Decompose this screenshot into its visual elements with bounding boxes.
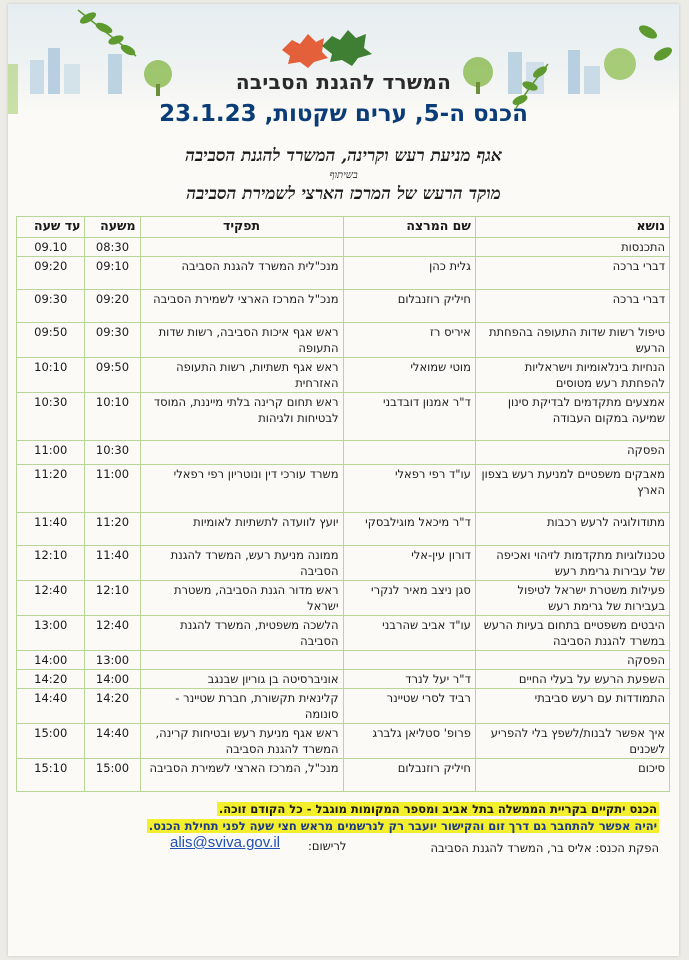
header-background: [8, 4, 679, 114]
table-row: [17, 290, 670, 323]
cell-from: 09:30: [85, 323, 140, 358]
table-row: [17, 546, 670, 581]
cell-speaker: רביד לסרי שטיינר: [343, 689, 475, 724]
cell-speaker: דורון עין-אלי: [343, 546, 475, 581]
cell-to: 11:20: [17, 465, 85, 513]
cell-role: אוניברסיטה בן גוריון שבנגב: [140, 670, 343, 689]
cell-role: ראש אגף תשתיות, רשות התעופה האזרחית: [140, 358, 343, 393]
cell-to: 15:10: [17, 759, 85, 792]
cell-to: 10:10: [17, 358, 85, 393]
cell-from: 13:00: [85, 651, 140, 670]
cell-topic: מאבקים משפטיים למניעת רעש בצפון הארץ: [475, 465, 669, 513]
cell-from: 09:10: [85, 257, 140, 290]
cell-role: [140, 238, 343, 257]
cell-role: ראש מדור הגנת הסביבה, משטרת ישראל: [140, 581, 343, 616]
cell-topic: התמודדות עם רעש סביבתי: [475, 689, 669, 724]
table-row: [17, 257, 670, 290]
cell-to: 10:30: [17, 393, 85, 441]
cell-topic: דברי ברכה: [475, 257, 669, 290]
schedule-body: [17, 238, 670, 792]
cell-speaker: גלית כהן: [343, 257, 475, 290]
cell-role: משרד עורכי דין ונוטריון רפי רפאלי: [140, 465, 343, 513]
cell-from: 14:20: [85, 689, 140, 724]
cell-from: 14:00: [85, 670, 140, 689]
cell-speaker: [343, 441, 475, 465]
schedule-table: [16, 216, 670, 792]
table-row: [17, 441, 670, 465]
cell-speaker: עו"ד רפי רפאלי: [343, 465, 475, 513]
cell-from: 12:10: [85, 581, 140, 616]
cell-from: 11:20: [85, 513, 140, 546]
cell-topic: הנחיות בינלאומיות וישראליות להפחתת רעש מטוסים: [475, 358, 669, 393]
table-row: [17, 651, 670, 670]
cell-topic: טיפול רשות שדות התעופה בהפחתת הרעש: [475, 323, 669, 358]
cell-from: 15:00: [85, 759, 140, 792]
table-row: [17, 465, 670, 513]
cell-from: 12:40: [85, 616, 140, 651]
table-row: [17, 581, 670, 616]
cell-from: 08:30: [85, 238, 140, 257]
cell-topic: אמצעים מתקדמים לבדיקת סינון שמיעה במקום העבודה: [475, 393, 669, 441]
table-row: [17, 513, 670, 546]
table-row: [17, 689, 670, 724]
cooperation-line: בשיתוף: [329, 170, 358, 181]
venue-notice: הכנס יתקיים בקריית הממשלה בתל אביב ומספר המקומות מוגבל - כל הקודם זוכה.: [218, 802, 657, 816]
zoom-notice: יהיה אפשר להתחבר גם דרך זום והקישור יועבר רק לנרשמים מראש חצי שעה לפני תחילת הכנס.: [148, 819, 657, 833]
document-page: [8, 4, 679, 956]
cell-to: 11:00: [17, 441, 85, 465]
cell-to: 09:30: [17, 290, 85, 323]
table-row: [17, 724, 670, 759]
table-row: [17, 323, 670, 358]
table-row: [17, 759, 670, 792]
conference-title: הכנס ה-5, ערים שקטות, 23.1.23: [159, 101, 528, 127]
cell-to: 14:20: [17, 670, 85, 689]
cell-role: ראש תחום קרינה בלתי מייננת, המוסד לבטיחות ולגיהות: [140, 393, 343, 441]
notice-block: [147, 801, 659, 835]
cell-to: 14:00: [17, 651, 85, 670]
cell-topic: התכנסות: [475, 238, 669, 257]
cell-speaker: [343, 651, 475, 670]
cell-speaker: איריס רז: [343, 323, 475, 358]
producer-credit: הפקת הכנס: אליס בר, המשרד להגנת הסביבה: [430, 841, 659, 855]
cell-role: יועץ לוועדה לתשתיות לאומיות: [140, 513, 343, 546]
cell-speaker: ד"ר יעל לנרד: [343, 670, 475, 689]
cell-speaker: חיליק רוזנבלום: [343, 759, 475, 792]
table-row: [17, 393, 670, 441]
cell-speaker: ד"ר אמנון דובדבני: [343, 393, 475, 441]
cell-topic: סיכום: [475, 759, 669, 792]
table-row: [17, 358, 670, 393]
cell-role: מנכ"ל המרכז הארצי לשמירת הסביבה: [140, 290, 343, 323]
header-to: עד שעה: [17, 217, 85, 238]
table-row: [17, 670, 670, 689]
cell-speaker: חיליק רוזנבלום: [343, 290, 475, 323]
cell-speaker: ד"ר מיכאל מוגילבסקי: [343, 513, 475, 546]
cell-from: 10:10: [85, 393, 140, 441]
cell-to: 09:50: [17, 323, 85, 358]
cell-topic: הפסקה: [475, 651, 669, 670]
cell-role: מנכ"ל, המרכז הארצי לשמירת הסביבה: [140, 759, 343, 792]
leaves-logo: [278, 28, 378, 72]
cell-to: 11:40: [17, 513, 85, 546]
cell-to: 12:40: [17, 581, 85, 616]
cell-topic: מתודולוגיה לרעש רכבות: [475, 513, 669, 546]
header-from: משעה: [85, 217, 140, 238]
cell-speaker: מוטי שמואלי: [343, 358, 475, 393]
cell-topic: פעילות משטרת ישראל לטיפול בעבירות של גרימת רעש: [475, 581, 669, 616]
ministry-title: המשרד להגנת הסביבה: [235, 70, 452, 94]
cell-role: קלינאית תקשורת, חברת שטיינר - סונומה: [140, 689, 343, 724]
cell-topic: הפסקה: [475, 441, 669, 465]
header-role: תפקיד: [140, 217, 343, 238]
cell-role: הלשכה משפטית, המשרד להגנת הסביבה: [140, 616, 343, 651]
table-header-row: [17, 217, 670, 238]
cell-from: 14:40: [85, 724, 140, 759]
cell-role: [140, 651, 343, 670]
cell-from: 09:20: [85, 290, 140, 323]
cell-role: ראש אגף מניעת רעש ובטיחות קרינה, המשרד להגנת הסביבה: [140, 724, 343, 759]
cell-to: 09:20: [17, 257, 85, 290]
cell-to: 15:00: [17, 724, 85, 759]
table-row: [17, 238, 670, 257]
cell-from: 11:40: [85, 546, 140, 581]
cell-to: 14:40: [17, 689, 85, 724]
cell-from: 10:30: [85, 441, 140, 465]
cell-speaker: סגן ניצב מאיר לנקרי: [343, 581, 475, 616]
cell-topic: טכנולוגיות מתקדמות לזיהוי ואכיפה של עבירות גרימת רעש: [475, 546, 669, 581]
cell-role: ראש אגף איכות הסביבה, רשות שדות התעופה: [140, 323, 343, 358]
cell-to: 12:10: [17, 546, 85, 581]
registration-label: לרישום:: [308, 839, 347, 853]
cell-from: 11:00: [85, 465, 140, 513]
cell-topic: איך אפשר לבנות/לשפץ בלי להפריע לשכנים: [475, 724, 669, 759]
organizer-line: אגף מניעת רעש וקרינה, המשרד להגנת הסביבה: [185, 146, 502, 166]
cell-role: [140, 441, 343, 465]
cell-speaker: פרופ' סטליאן גלברג: [343, 724, 475, 759]
cell-from: 09:50: [85, 358, 140, 393]
cell-speaker: עו"ד אביב שהרבני: [343, 616, 475, 651]
table-row: [17, 616, 670, 651]
registration-email-link[interactable]: alis@sviva.gov.il: [170, 834, 280, 851]
header-speaker: שם המרצה: [343, 217, 475, 238]
header-topic: נושא: [475, 217, 669, 238]
cell-role: ממונה מניעת רעש, המשרד להגנת הסביבה: [140, 546, 343, 581]
cell-speaker: [343, 238, 475, 257]
cell-topic: דברי ברכה: [475, 290, 669, 323]
cell-topic: היבטים משפטיים בתחום בעיות הרעש במשרד להגנת הסביבה: [475, 616, 669, 651]
cell-to: 13:00: [17, 616, 85, 651]
cell-to: 09.10: [17, 238, 85, 257]
partner-line: מוקד הרעש של המרכז הארצי לשמירת הסביבה: [186, 184, 501, 204]
cell-role: מנכ"לית המשרד להגנת הסביבה: [140, 257, 343, 290]
cell-topic: השפעת הרעש על בעלי החיים: [475, 670, 669, 689]
